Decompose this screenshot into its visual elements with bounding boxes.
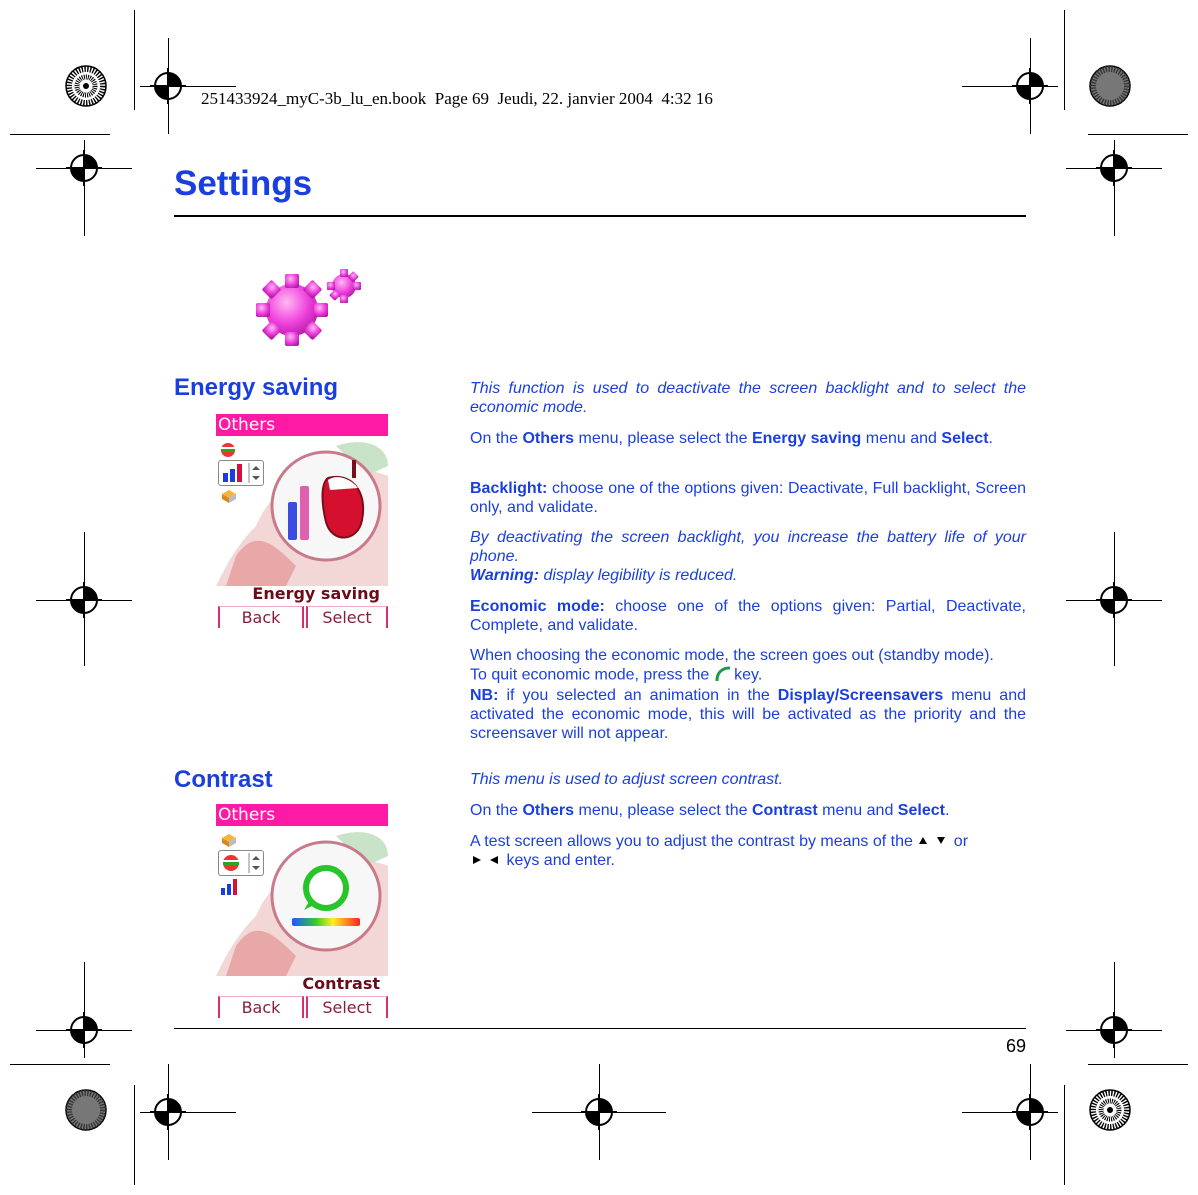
registration-mark-icon: [1096, 150, 1132, 186]
navigation-arrow-keys-icon: [917, 832, 949, 851]
page-number: 69: [1005, 1036, 1026, 1056]
select-softkey: Select: [306, 606, 388, 628]
registration-mark-icon: [1096, 582, 1132, 618]
energy-saving-phone-screen: [216, 414, 388, 630]
back-softkey: Back: [218, 996, 304, 1018]
registration-mark-icon: [66, 1012, 102, 1048]
energy-saving-intro: This function is used to deactivate the screen backlight and to select the economic mode.: [470, 380, 1026, 416]
menu-title-bar: Others: [216, 804, 388, 826]
menu-title-bar: Others: [216, 414, 388, 436]
back-softkey: Back: [218, 606, 304, 628]
energy-saving-large-icon: [270, 450, 382, 567]
left-right-keys-icon: [470, 852, 502, 871]
green-call-key-icon: [714, 665, 730, 686]
color-target-icon: [64, 1088, 108, 1132]
registration-mark-icon: [1012, 1094, 1048, 1130]
contrast-large-icon: [270, 840, 382, 957]
registration-mark-icon: [1012, 68, 1048, 104]
energy-bars-icon: [220, 878, 238, 901]
contrast-adjust-paragraph: A test screen allows you to adjust the contrast by means of the or keys and enter.: [470, 833, 969, 870]
title-divider: [174, 215, 1026, 217]
selected-menu-item: [218, 850, 264, 876]
battery-life-note: By deactivating the screen backlight, you increase the battery life of your phone.: [470, 529, 1026, 565]
contrast-heading: Contrast: [174, 766, 273, 793]
economic-mode-explanation: When choosing the economic mode, the screen goes out (standby mode). To quit economic mode, press the key. NB: if you selected an animation in the Display/Screensavers menu and activated the economic mode, this will be activated as the priority and the screensaver will not appear.: [470, 647, 1026, 742]
book-header-line: 251433924_myC-3b_lu_en.book Page 69 Jeudi, 22. janvier 2004 4:32 16: [201, 89, 713, 108]
energy-saving-heading: Energy saving: [174, 374, 339, 401]
screen-caption: Energy saving: [252, 584, 380, 603]
energy-saving-instruction: On the Others menu, please select the Energy saving menu and Select.: [470, 430, 993, 447]
registration-mark-icon: [150, 68, 186, 104]
color-target-icon: [1088, 64, 1132, 108]
registration-mark-icon: [66, 582, 102, 618]
registration-mark-icon: [66, 150, 102, 186]
softkey-bar: [216, 606, 388, 628]
box-icon: [220, 488, 238, 509]
color-target-icon: [1088, 1088, 1132, 1132]
backlight-paragraph: Backlight: choose one of the options given: Deactivate, Full backlight, Screen only, and validate.: [470, 480, 1026, 516]
select-softkey: Select: [306, 996, 388, 1018]
registration-mark-icon: [581, 1094, 617, 1130]
color-target-icon: [64, 64, 108, 108]
contrast-instruction: On the Others menu, please select the Contrast menu and Select.: [470, 802, 950, 819]
footer-divider: [174, 1028, 1026, 1029]
contrast-phone-screen: [216, 804, 388, 1020]
page-title: Settings: [174, 164, 313, 203]
softkey-bar: [216, 996, 388, 1018]
contrast-intro: This menu is used to adjust screen contrast.: [470, 771, 784, 788]
screen-caption: Contrast: [302, 974, 380, 993]
settings-gears-icon: [256, 266, 368, 351]
registration-mark-icon: [1096, 1012, 1132, 1048]
warning-note: Warning: display legibility is reduced.: [470, 567, 738, 584]
economic-mode-paragraph: Economic mode: choose one of the options given: Partial, Deactivate, Complete, and validate.: [470, 598, 1027, 634]
registration-mark-icon: [150, 1094, 186, 1130]
selected-menu-item: [218, 460, 264, 486]
